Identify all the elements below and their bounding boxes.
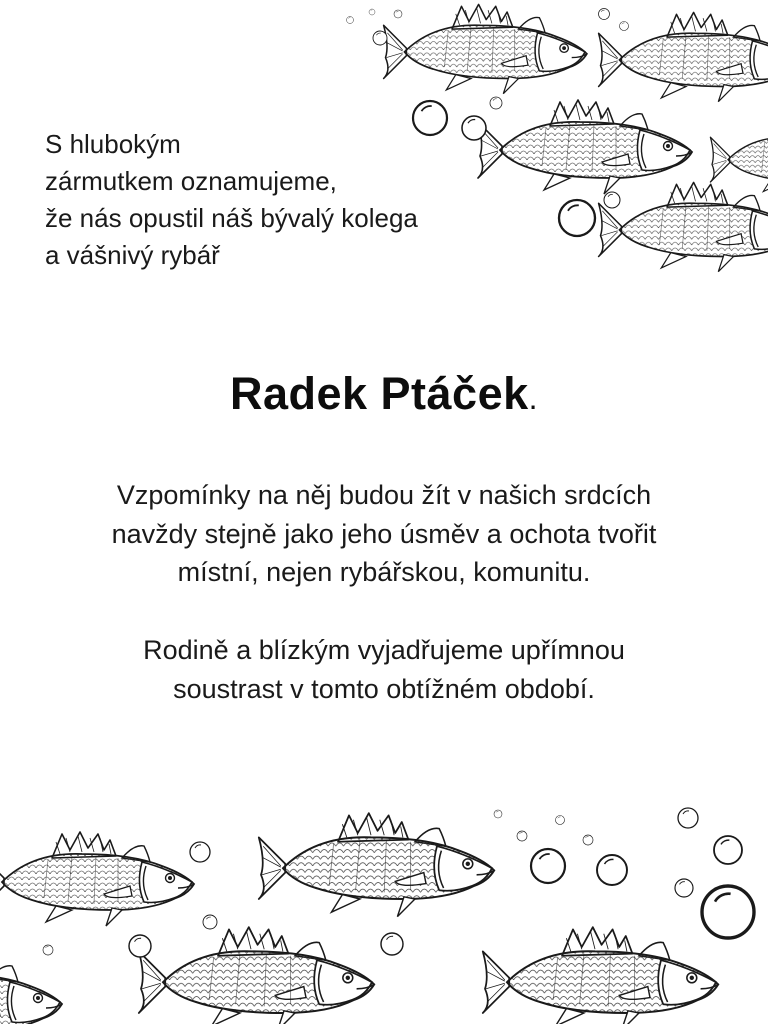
deceased-name: Radek Ptáček [229, 368, 529, 419]
memory-line: Vzpomínky na něj budou žít v našich srdcích [116, 480, 652, 510]
intro-line: zármutkem oznamujeme, [45, 166, 337, 196]
deceased-name-heading [0, 368, 768, 420]
condolence-paragraph [0, 631, 768, 708]
name-trailing-dot: . [528, 380, 539, 416]
intro-line: že nás opustil náš bývalý kolega [45, 203, 418, 233]
condolence-line: Rodině a blízkým vyjadřujeme upřímnou [143, 635, 625, 665]
intro-text [45, 126, 515, 274]
intro-line: a vášnivý rybář [45, 240, 220, 270]
memory-paragraph [0, 476, 768, 592]
memory-line: navždy stejně jako jeho úsměv a ochota tvořit [111, 518, 657, 549]
memory-line: místní, nejen rybářskou, komunitu. [177, 557, 591, 587]
intro-line: S hlubokým [45, 129, 181, 159]
condolence-line: soustrast v tomto obtížném období. [173, 673, 595, 704]
